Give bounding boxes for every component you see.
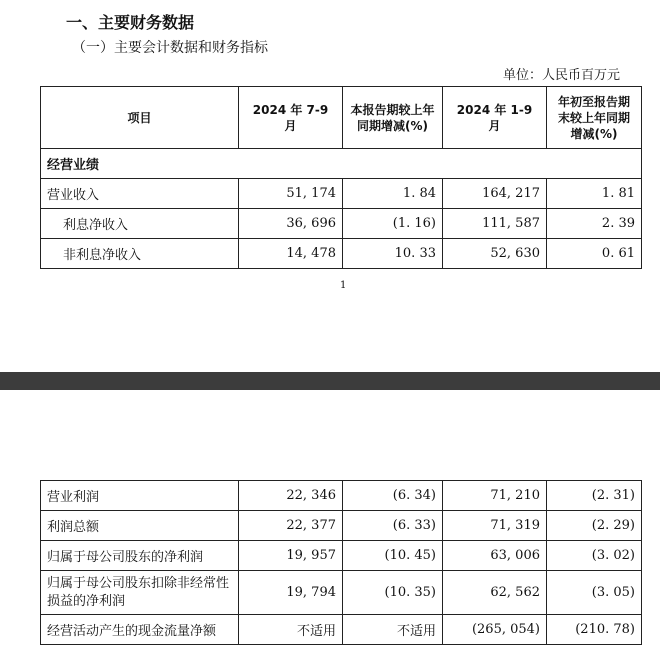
financial-table-top [40,86,642,269]
row-label: 归属于母公司股东的净利润 [41,541,239,571]
table-row [41,179,642,209]
section-row [41,149,642,179]
table-row [41,239,642,269]
section-heading: 一、主要财务数据 [66,13,195,32]
cell-q3: 51, 174 [239,179,343,209]
subsection-heading: （一）主要会计数据和财务指标 [72,40,268,56]
header-q3-change: 本报告期较上年同期增减(%) [343,87,443,149]
row-label: 利润总额 [41,511,239,541]
cell-ytd: 63, 006 [443,541,547,571]
cell-q3: 19, 794 [239,571,343,615]
cell-q3-change: (1. 16) [343,209,443,239]
cell-ytd-change: 0. 61 [547,239,642,269]
section-title: 经营业绩 [41,149,642,179]
page-number: 1 [340,280,347,291]
cell-q3: 19, 957 [239,541,343,571]
cell-ytd-change: (3. 02) [547,541,642,571]
cell-ytd: 111, 587 [443,209,547,239]
cell-ytd: 62, 562 [443,571,547,615]
table-row [41,511,642,541]
cell-ytd-change: (210. 78) [547,615,642,645]
financial-table-bottom [40,480,642,645]
cell-ytd-change: (2. 29) [547,511,642,541]
cell-ytd: 164, 217 [443,179,547,209]
cell-ytd: (265, 054) [443,615,547,645]
cell-ytd: 71, 210 [443,481,547,511]
header-ytd-change: 年初至报告期末较上年同期增减(%) [547,87,642,149]
cell-ytd-change: (3. 05) [547,571,642,615]
cell-ytd-change: (2. 31) [547,481,642,511]
cell-q3: 14, 478 [239,239,343,269]
table-row [41,209,642,239]
cell-ytd-change: 1. 81 [547,179,642,209]
unit-label: 单位：人民币百万元 [502,68,620,83]
cell-q3-change: (10. 45) [343,541,443,571]
cell-q3-change: (10. 35) [343,571,443,615]
table-row [41,541,642,571]
table-row [41,615,642,645]
header-q3: 2024 年 7-9 月 [239,87,343,149]
row-label: 利息净收入 [41,209,239,239]
cell-q3: 22, 346 [239,481,343,511]
cell-q3-change: (6. 34) [343,481,443,511]
cell-q3-change: (6. 33) [343,511,443,541]
row-label: 营业利润 [41,481,239,511]
page-separator [0,372,660,390]
row-label: 归属于母公司股东扣除非经常性损益的净利润 [41,571,239,615]
cell-ytd: 52, 630 [443,239,547,269]
row-label: 经营活动产生的现金流量净额 [41,615,239,645]
cell-q3-change: 1. 84 [343,179,443,209]
cell-q3: 22, 377 [239,511,343,541]
row-label: 营业收入 [41,179,239,209]
cell-q3: 36, 696 [239,209,343,239]
header-ytd: 2024 年 1-9 月 [443,87,547,149]
cell-q3-change: 10. 33 [343,239,443,269]
cell-q3: 不适用 [239,615,343,645]
table-row [41,571,642,615]
cell-q3-change: 不适用 [343,615,443,645]
cell-ytd-change: 2. 39 [547,209,642,239]
table-header-row [41,87,642,149]
table-row [41,481,642,511]
row-label: 非利息净收入 [41,239,239,269]
header-item: 项目 [41,87,239,149]
cell-ytd: 71, 319 [443,511,547,541]
